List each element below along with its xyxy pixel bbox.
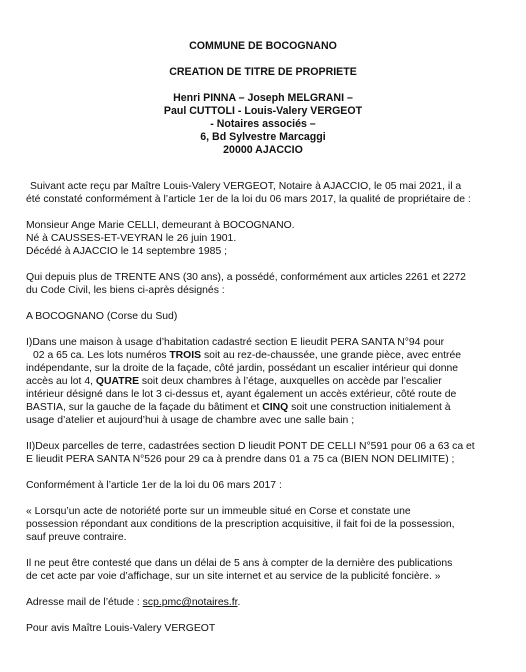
commune-heading: COMMUNE DE BOCOGNANO	[189, 40, 337, 52]
p9-line-1: Il ne peut être contesté que dans un délai de 5 ans à compter de la dernière des publications	[26, 558, 453, 569]
p1-line-1: Suivant acte reçu par Maître Louis-Valery VERGEOT, Notaire à AJACCIO, le 05 mai 2021, il a	[30, 181, 462, 192]
p5-line-2: 02 a 65 ca. Les lots numéros TROIS soit au rez-de-chaussée, une grande pièce, avec entrée	[33, 350, 462, 361]
p8-line-3: sauf preuve contraire.	[26, 532, 127, 543]
p4-location: A BOCOGNANO (Corse du Sud)	[26, 311, 178, 322]
p5-line-4: accès au lot 4, QUATRE soit deux chambres à l’étage, auxquelles on accède par l’escalier	[26, 376, 442, 387]
signature-line: Pour avis Maître Louis-Valery VERGEOT	[26, 623, 216, 634]
p5-line-1: I)Dans une maison à usage d’habitation cadastré section E lieudit PERA SANTA N°94 pour	[26, 337, 445, 348]
p7-law-reference: Conformément à l’article 1er de la loi du 06 mars 2017 :	[26, 480, 282, 491]
p8-line-1: « Lorsqu’un acte de notoriété porte sur un immeuble situé en Corse et constate une	[26, 506, 411, 517]
office-address: 6, Bd Sylvestre Marcaggi	[200, 131, 326, 143]
email-link[interactable]: scp.pmc@notaires.fr	[142, 597, 238, 608]
p5-line-5: intérieur désigné dans le lot 3 ci-dessus et, ayant également un accès extérieur, côté route de	[26, 389, 457, 400]
p2-line-2: Né à CAUSSES-ET-VEYRAN le 26 juin 1901.	[26, 233, 237, 244]
notaires-line-2: Paul CUTTOLI - Louis-Valery VERGEOT	[163, 105, 363, 117]
office-city: 20000 AJACCIO	[223, 144, 303, 156]
p2-line-1: Monsieur Ange Marie CELLI, demeurant à BOCOGNANO.	[26, 220, 295, 231]
p5-line-3: indépendante, sur la droite de la façade, côté jardin, possédant un escalier intérieur qui donne	[26, 363, 459, 374]
p5-line-7: usage d’atelier et aujourd’hui à usage de chambre avec une salle bain ;	[26, 415, 355, 426]
p3-line-1: Qui depuis plus de TRENTE ANS (30 ans), a possédé, conformément aux articles 2261 et 2272	[26, 272, 466, 283]
p6-line-1: II)Deux parcelles de terre, cadastrées section D lieudit PONT DE CELLI N°591 pour 06 a 63 ca et	[26, 441, 475, 452]
email-line: Adresse mail de l’étude : scp.pmc@notaires.fr.	[26, 597, 241, 608]
p9-line-2: de cet acte par voie d’affichage, sur un site internet et au service de la publicité foncière. »	[26, 571, 441, 582]
p5-line-6: BASTIA, sur la gauche de la façade du bâtiment et CINQ soit une construction initialement à	[26, 402, 451, 413]
p1-line-2: été constaté conformément à l’article 1er de la loi du 06 mars 2017, la qualité de propriétaire de :	[26, 194, 471, 205]
lot-cinq: CINQ	[262, 402, 289, 413]
p3-line-2: du Code Civil, les biens ci-après désignés :	[26, 285, 225, 296]
notaires-line-1: Henri PINNA – Joseph MELGRANI –	[173, 92, 353, 104]
p8-line-2: possession répondant aux conditions de la prescription acquisitive, il fait foi de la possession,	[26, 519, 455, 530]
document-title: CREATION DE TITRE DE PROPRIETE	[169, 66, 357, 78]
notaires-associes: - Notaires associés –	[210, 118, 316, 130]
p6-line-2: E lieudit PERA SANTA N°526 pour 29 ca à prendre dans 01 a 75 ca (BIEN NON DELIMITE) ;	[26, 454, 455, 465]
lot-trois: TROIS	[169, 350, 202, 361]
p2-line-3: Décédé à AJACCIO le 14 septembre 1985 ;	[26, 246, 227, 257]
lot-quatre: QUATRE	[95, 376, 140, 387]
